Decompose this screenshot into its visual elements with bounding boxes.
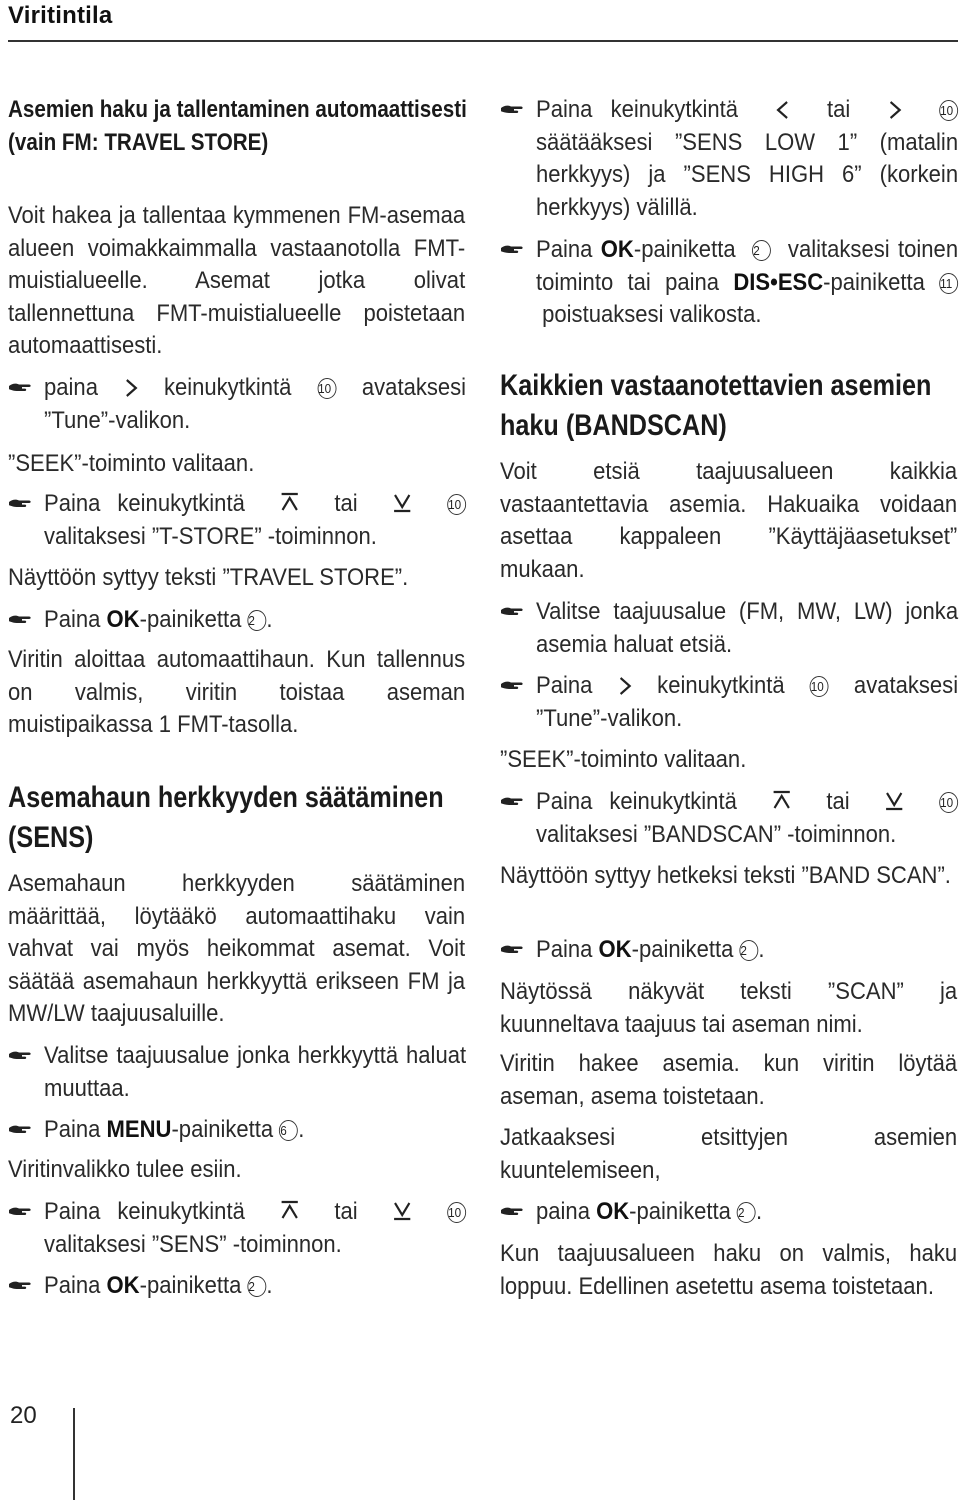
key-10-badge: 10 [810, 676, 829, 697]
pointing-hand-icon [8, 380, 32, 394]
pointing-hand-icon [500, 1204, 524, 1218]
key-2-badge: 2 [247, 610, 266, 631]
ok-key-label: OK [106, 1272, 140, 1299]
pointing-hand-icon [500, 794, 524, 808]
pointing-hand-icon [500, 102, 524, 116]
key-2-badge: 2 [739, 940, 758, 961]
scan-display-note: Näytössä näkyvät teksti ”SCAN” ja kuunneltava taajuus tai aseman nimi. [500, 978, 958, 1038]
pointing-hand-icon [8, 496, 32, 510]
travel-store-heading: Asemien haku ja tallentaminen automaattisesti (vain FM: TRAVEL STORE) [8, 96, 467, 156]
seek-selected-note-2: ”SEEK”-toiminto valitaan. [500, 746, 747, 773]
right-arrow-icon [124, 378, 138, 398]
key-11-badge: 11 [939, 273, 958, 294]
page-header [8, 0, 958, 42]
tuner-menu-note: Viritinvalikko tulee esiin. [8, 1156, 242, 1183]
seek-selected-note: ”SEEK”-toiminto valitaan. [8, 450, 255, 477]
right-arrow-icon [887, 100, 903, 120]
station-found-note: Viritin hakee asemia. kun viritin löytää aseman, asema toistetaan. [500, 1050, 958, 1110]
travel-store-display-note: Näyttöön syttyy teksti ”TRAVEL STORE”. [8, 564, 409, 591]
key-10-badge: 10 [939, 792, 958, 813]
key-6-badge: 6 [279, 1120, 298, 1141]
footer-divider [73, 1408, 75, 1500]
pointing-hand-icon [8, 1278, 32, 1292]
ok-key-label: OK [106, 606, 140, 633]
pointing-hand-icon [500, 942, 524, 956]
down-arrow-icon [884, 790, 906, 812]
ok-key-label: OK [600, 236, 634, 263]
ok-key-label: OK [598, 936, 632, 963]
section-title: Viritintila [8, 2, 113, 29]
left-arrow-icon [774, 100, 790, 120]
dis-esc-key-label: DIS•ESC [733, 268, 824, 296]
down-arrow-icon [392, 1200, 414, 1222]
autoscan-result-note: Viritin aloittaa automaattihaun. Kun tallennus on valmis, viritin toistaa aseman muistipaikassa 1 FMT-tasolla. [8, 646, 466, 738]
pointing-hand-icon [8, 1048, 32, 1062]
key-10-badge: 10 [447, 494, 466, 515]
scan-end-note: Kun taajuusalueen haku on valmis, haku loppuu. Edellinen asetettu asema toistetaan. [500, 1240, 958, 1300]
bandscan-display-note: Näyttöön syttyy hetkeksi teksti ”BAND SCAN”. [500, 862, 951, 889]
travel-store-intro: Voit hakea ja tallentaa kymmenen FM-asemaa alueen voimakkaimmalla vastaanotolla FMT-muistialueelle. Asemat jotka olivat tallennettuna FMT-muistialueelle poistetaan automaattisesti. [8, 202, 466, 359]
right-arrow-icon [618, 676, 632, 696]
sens-heading: Asemahaun herkkyyden säätäminen (SENS) [8, 781, 444, 854]
pointing-hand-icon [500, 678, 524, 692]
key-10-badge: 10 [317, 378, 336, 399]
bandscan-heading: Kaikkien vastaanotettavien asemien haku (BANDSCAN) [500, 369, 932, 442]
pointing-hand-icon [500, 242, 524, 256]
sens-intro: Asemahaun herkkyyden säätäminen määrittää, löytääkö automaattihaku vain vahvat vai myös heikommat asemat. Voit säätää asemahaun herkkyyttä erikseen FM ja MW/LW taajuusaluille. [8, 870, 466, 1027]
pointing-hand-icon [8, 1122, 32, 1136]
menu-key-label: MENU [106, 1116, 172, 1143]
continue-listening-note: Jatkaaksesi etsittyjen asemien kuuntelemiseen, [500, 1124, 958, 1184]
key-2-badge: 2 [752, 240, 771, 261]
key-2-badge: 2 [737, 1202, 756, 1223]
up-arrow-icon [279, 1200, 301, 1222]
ok-key-label: OK [596, 1198, 630, 1225]
down-arrow-icon [392, 492, 414, 514]
bandscan-intro: Voit etsiä taajuusalueen kaikkia vastaantettavia asemia. Hakuaika voidaan asettaa kappaleen ”Käyttäjäasetukset” mukaan. [500, 458, 958, 583]
key-10-badge: 10 [939, 100, 958, 121]
up-arrow-icon [279, 492, 301, 514]
key-2-badge: 2 [247, 1276, 266, 1297]
pointing-hand-icon [8, 612, 32, 626]
pointing-hand-icon [500, 604, 524, 618]
key-10-badge: 10 [447, 1202, 466, 1223]
up-arrow-icon [771, 790, 793, 812]
page-number: 20 [10, 1402, 37, 1429]
pointing-hand-icon [8, 1204, 32, 1218]
